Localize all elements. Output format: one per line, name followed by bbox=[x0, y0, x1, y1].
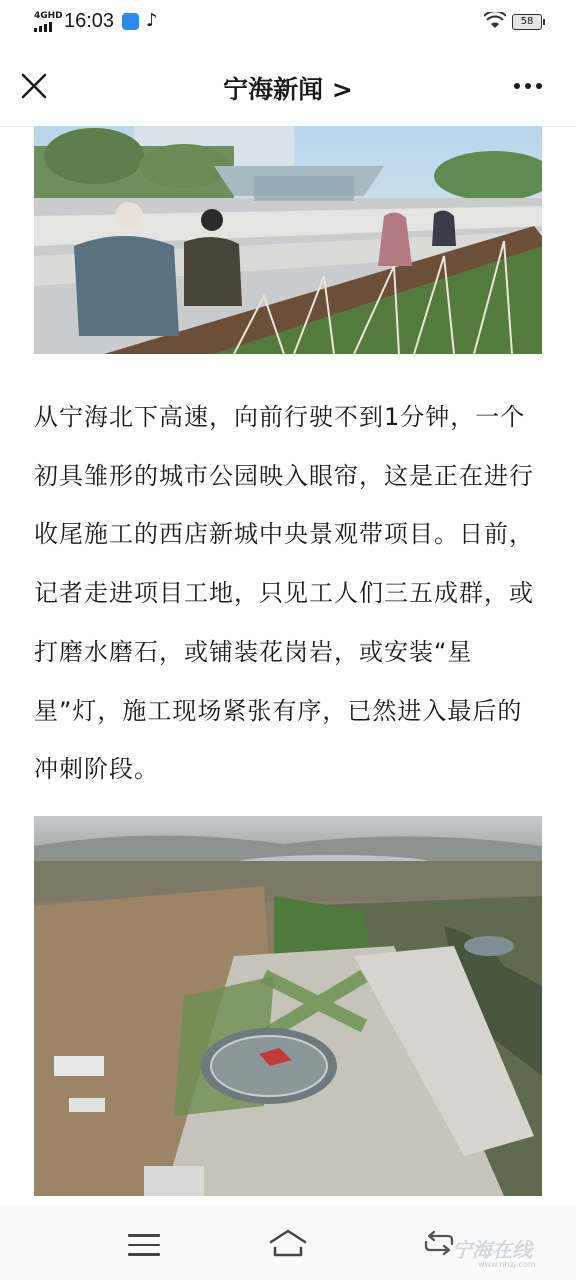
bottom-navigation-bar bbox=[0, 1206, 576, 1280]
menu-icon bbox=[128, 1234, 160, 1237]
account-title-link[interactable]: 宁海新闻 > bbox=[223, 75, 353, 104]
app-notification-icon bbox=[122, 13, 139, 30]
signal-indicator bbox=[34, 12, 63, 32]
home-button[interactable] bbox=[268, 1228, 308, 1258]
more-dots-icon bbox=[514, 83, 520, 89]
aerial-construction-image bbox=[34, 816, 542, 1196]
status-bar bbox=[0, 0, 576, 44]
back-button[interactable] bbox=[424, 1230, 454, 1256]
wifi-icon bbox=[484, 12, 506, 30]
battery-indicator: 58 bbox=[512, 14, 542, 30]
top-nav-bar bbox=[0, 44, 576, 127]
signal-bars-icon bbox=[34, 22, 63, 32]
menu-button[interactable] bbox=[128, 1234, 160, 1258]
network-type: 4GHD bbox=[34, 11, 63, 21]
more-options-button[interactable] bbox=[506, 68, 550, 104]
watermark-url: www.nhzj.com bbox=[478, 1260, 536, 1269]
park-rendering-image bbox=[34, 126, 542, 354]
clock: 16:03 bbox=[64, 10, 115, 32]
site-watermark: 宁海在线 bbox=[452, 1238, 532, 1262]
article-paragraph: 从宁海北下高速，向前行驶不到1分钟，一个初具雏形的城市公园映入眼帘，这是正在进行收尾施工的西店新城中央景观带项目。日前，记者走进项目工地，只见工人们三五成群，或打磨水磨石，或铺装花岗岩，或安装“星星”灯，施工现场紧张有序，已然进入最后的冲刺阶段。 bbox=[34, 403, 534, 784]
tiktok-icon: ♪ bbox=[146, 10, 158, 31]
